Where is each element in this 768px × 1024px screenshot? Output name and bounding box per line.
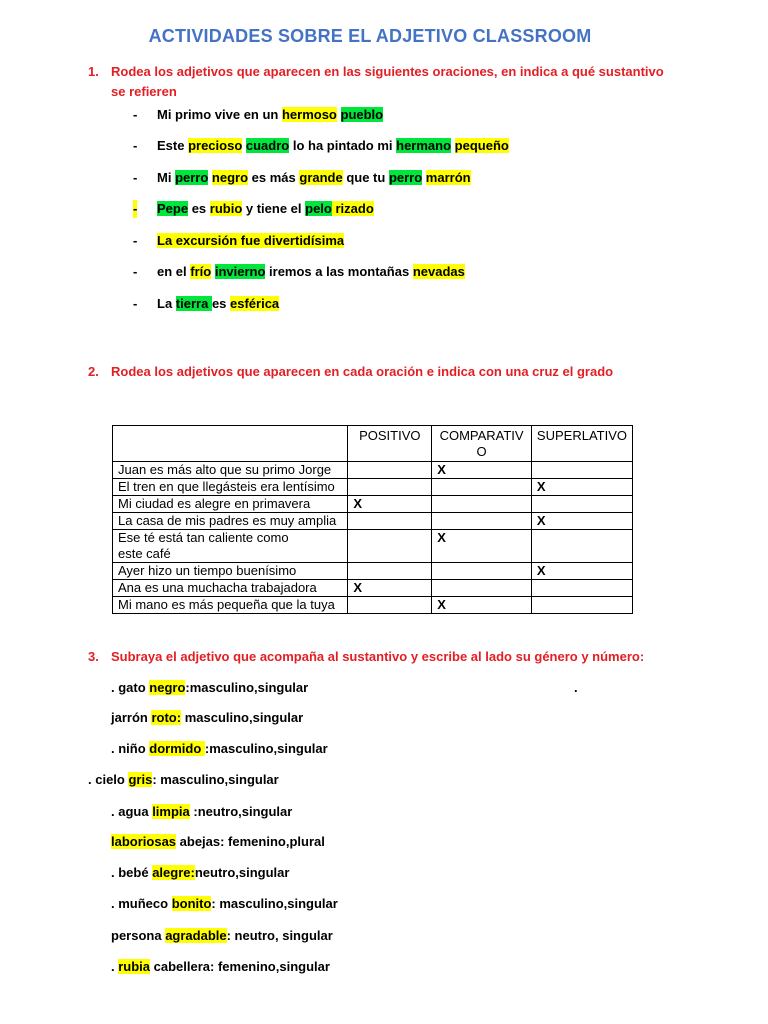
highlight-adjective: rubia: [118, 959, 151, 974]
highlight-noun: hermano: [396, 138, 452, 153]
positivo-cell: [348, 530, 432, 563]
highlight-adjective: bonito: [171, 896, 212, 911]
text-segment: en el: [157, 264, 191, 279]
highlight-adjective: precioso: [188, 138, 243, 153]
table-header-row: [113, 426, 633, 462]
text-segment: es: [211, 296, 231, 311]
positivo-cell: [348, 479, 432, 496]
text-segment: cabellera: femenino,singular: [150, 959, 330, 974]
highlight-adjective: negro: [211, 170, 249, 185]
text-segment: . muñeco: [111, 896, 172, 911]
highlight-adjective: hermoso: [281, 107, 337, 122]
bullet-dash: -: [133, 233, 138, 248]
q3-item-7: [111, 864, 289, 882]
q3-item-2: [111, 709, 303, 727]
superlativo-cell: [531, 597, 632, 614]
highlight-noun: perro: [388, 170, 423, 185]
question-2: [88, 362, 688, 382]
highlight-adjective: frío: [190, 264, 212, 279]
text-segment: . niño: [111, 741, 150, 756]
highlight-noun: cuadro: [245, 138, 290, 153]
text-segment: neutro,singular: [194, 865, 290, 880]
sentence-cell: El tren en que llegásteis era lentísimo: [113, 479, 348, 496]
sentence-cell: Ayer hizo un tiempo buenísimo: [113, 563, 348, 580]
table-row: [113, 563, 633, 580]
bullet-dash: -: [133, 138, 138, 153]
question-1-text: Rodea los adjetivos que aparecen en las siguientes oraciones, en indica a qué sustantivo se refieren: [111, 64, 664, 99]
q3-item-5: [111, 803, 292, 821]
highlight-adjective: esférica: [230, 296, 280, 311]
text-segment: . cielo: [88, 772, 129, 787]
bullet-dash: -: [133, 296, 138, 311]
text-segment: Mi primo vive en un: [157, 107, 282, 122]
table-row: [113, 513, 633, 530]
superlativo-cell: X: [531, 479, 632, 496]
highlight-adjective: rizado: [331, 201, 374, 216]
text-segment: y tiene el: [242, 201, 306, 216]
text-segment: . bebé: [111, 865, 153, 880]
bullet-dash: -: [133, 107, 138, 122]
bullet-dash: -: [133, 170, 138, 185]
highlight-noun: perro: [175, 170, 209, 185]
table-row: [113, 496, 633, 513]
comparativo-cell: [432, 563, 532, 580]
question-1: [88, 62, 688, 102]
highlight-adjective: rubio: [209, 201, 243, 216]
highlight-adjective: limpia: [152, 804, 190, 819]
highlight-adjective: negro: [149, 680, 186, 695]
sentence-cell: Mi ciudad es alegre en primavera: [113, 496, 348, 513]
header-cell-positivo: POSITIVO: [348, 426, 432, 462]
highlight-noun: invierno: [214, 264, 266, 279]
text-segment: La: [157, 296, 176, 311]
text-segment: : masculino,singular: [152, 772, 279, 787]
text-segment: :neutro,singular: [189, 804, 293, 819]
text-segment: :masculino,singular: [185, 680, 309, 695]
question-3-text: Subraya el adjetivo que acompaña al sustantivo y escribe al lado su género y número:: [111, 649, 645, 664]
positivo-cell: [348, 462, 432, 479]
text-segment: es: [188, 201, 210, 216]
table-row: [113, 580, 633, 597]
superlativo-cell: [531, 530, 632, 563]
page-title: ACTIVIDADES SOBRE EL ADJETIVO CLASSROOM: [148, 26, 592, 46]
highlight-adjective: roto:: [151, 710, 182, 725]
bullet-dash: -: [133, 201, 138, 216]
text-segment: .: [111, 959, 119, 974]
question-3-number: 3.: [88, 649, 99, 664]
positivo-cell: X: [348, 580, 432, 597]
table-row: [113, 597, 633, 614]
text-segment: jarrón: [111, 710, 152, 725]
grades-table: [112, 425, 633, 614]
positivo-cell: [348, 513, 432, 530]
q3-item-8: [111, 895, 338, 913]
superlativo-cell: X: [531, 513, 632, 530]
highlight-noun: Pepe: [157, 201, 189, 216]
comparativo-cell: [432, 479, 532, 496]
highlight-sentence: La excursión fue divertidísima: [157, 233, 345, 248]
text-segment: Este: [157, 138, 189, 153]
text-segment: lo ha pintado mi: [289, 138, 397, 153]
table-row: [113, 479, 633, 496]
highlight-adjective: grande: [299, 170, 343, 185]
header-cell-superlativo: SUPERLATIVO: [531, 426, 632, 462]
sentence-cell: Ese té está tan caliente como este café: [113, 530, 348, 563]
text-segment: : neutro, singular: [226, 928, 333, 943]
q3-item-10: [111, 958, 330, 976]
q3-item-6: [111, 833, 325, 851]
q3-item-3: [111, 740, 328, 758]
q3-item-1-dot: .: [574, 680, 578, 695]
sentence-cell: Ana es una muchacha trabajadora: [113, 580, 348, 597]
highlight-adjective: dormido: [149, 741, 205, 756]
question-2-text: Rodea los adjetivos que aparecen en cada oración e indica con una cruz el grado: [111, 364, 614, 379]
q3-item-1: [111, 679, 308, 697]
text-segment: . agua: [111, 804, 153, 819]
comparativo-cell: [432, 496, 532, 513]
bullet-dash: -: [133, 264, 138, 279]
comparativo-cell: [432, 513, 532, 530]
text-segment: : masculino,singular: [211, 896, 338, 911]
text-segment: :masculino,singular: [204, 741, 328, 756]
text-segment: es más: [248, 170, 300, 185]
comparativo-cell: X: [432, 530, 532, 563]
table-row: [113, 462, 633, 479]
comparativo-cell: X: [432, 597, 532, 614]
highlight-adjective: agradable: [165, 928, 227, 943]
highlight-adjective: marrón: [425, 170, 471, 185]
positivo-cell: [348, 563, 432, 580]
superlativo-cell: X: [531, 563, 632, 580]
positivo-cell: X: [348, 496, 432, 513]
question-1-number: 1.: [88, 64, 99, 79]
superlativo-cell: [531, 462, 632, 479]
positivo-cell: [348, 597, 432, 614]
text-segment: iremos a las montañas: [265, 264, 413, 279]
comparativo-cell: X: [432, 462, 532, 479]
sentence-cell: La casa de mis padres es muy amplia: [113, 513, 348, 530]
text-segment: . gato: [111, 680, 150, 695]
text-segment: persona: [111, 928, 166, 943]
highlight-noun: pueblo: [340, 107, 384, 122]
table-row: [113, 530, 633, 563]
highlight-adjective: laboriosas: [111, 834, 177, 849]
header-cell-empty: [113, 426, 348, 462]
superlativo-cell: [531, 496, 632, 513]
highlight-adjective: nevadas: [412, 264, 465, 279]
text-segment: masculino,singular: [181, 710, 304, 725]
header-cell-comparativo: COMPARATIVO: [432, 426, 532, 462]
q3-item-4: [88, 771, 279, 789]
text-segment: [337, 107, 341, 122]
text-segment: abejas: femenino,plural: [176, 834, 325, 849]
question-3: [88, 647, 688, 667]
highlight-noun: tierra: [175, 296, 212, 311]
text-segment: que tu: [342, 170, 389, 185]
highlight-adjective: gris: [128, 772, 153, 787]
highlight-adjective: pequeño: [454, 138, 509, 153]
q3-item-9: [111, 927, 333, 945]
sentence-cell: Mi mano es más pequeña que la tuya: [113, 597, 348, 614]
text-segment: Mi: [157, 170, 176, 185]
highlight-adjective: alegre:: [152, 865, 195, 880]
highlight-noun: pelo: [305, 201, 332, 216]
superlativo-cell: [531, 580, 632, 597]
sentence-cell: Juan es más alto que su primo Jorge: [113, 462, 348, 479]
question-2-number: 2.: [88, 364, 99, 379]
comparativo-cell: [432, 580, 532, 597]
